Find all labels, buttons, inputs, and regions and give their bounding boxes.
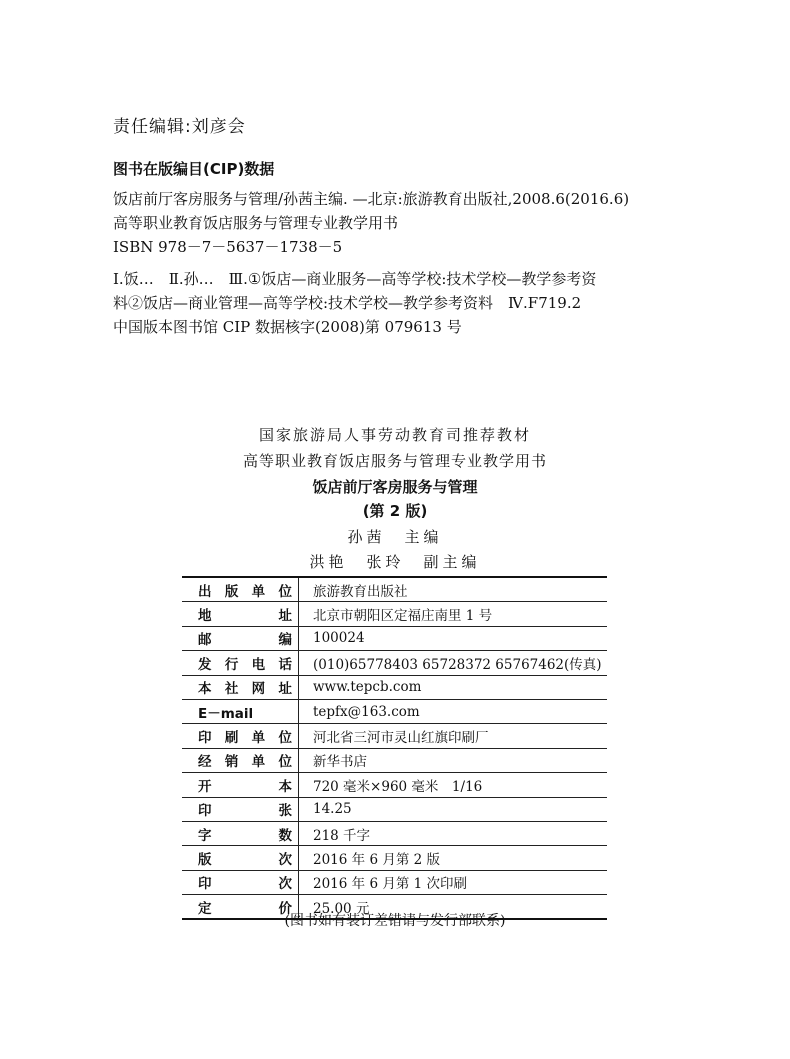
colophon-value: 218 千字 [299, 821, 608, 845]
colophon-body [182, 577, 607, 919]
colophon-value: 25.00 元 [299, 895, 608, 920]
colophon-table [182, 576, 607, 920]
colophon-row [182, 626, 607, 650]
colophon-row [182, 821, 607, 845]
colophon-label: 发行电话 [182, 651, 299, 675]
responsible-editor: 责任编辑:刘彦会 [113, 117, 246, 137]
colophon-row [182, 773, 607, 797]
colophon-value: (010)65778403 65728372 65767462(传真) [299, 651, 608, 675]
colophon-row [182, 602, 607, 626]
colophon-value: 新华书店 [299, 748, 608, 772]
deputy-editors: 洪艳 张玲 副主编 [309, 553, 481, 571]
colophon-label: 字数 [182, 821, 299, 845]
colophon-label: E－mail [182, 699, 299, 723]
colophon-row [182, 846, 607, 870]
colophon-label: 印张 [182, 797, 299, 821]
colophon-value: 100024 [299, 626, 608, 650]
cip-block [113, 157, 733, 339]
cip-line-isbn: ISBN 978－7－5637－1738－5 [113, 238, 343, 256]
cip-number: 中国版本图书馆 CIP 数据核字(2008)第 079613 号 [113, 318, 462, 336]
cip-title: 图书在版编目(CIP)数据 [113, 160, 275, 178]
footer-note: (图书如有装订差错请与发行部联系) [284, 913, 506, 929]
colophon-label: 本社网址 [182, 675, 299, 699]
colophon-label: 开本 [182, 773, 299, 797]
cip-line-series: 高等职业教育饭店服务与管理专业教学用书 [113, 214, 399, 232]
colophon-label: 印刷单位 [182, 724, 299, 748]
colophon-row [182, 797, 607, 821]
colophon-row [182, 724, 607, 748]
colophon-label: 定价 [182, 895, 299, 920]
colophon-row [182, 748, 607, 772]
colophon-row [182, 651, 607, 675]
colophon-value: 14.25 [299, 797, 608, 821]
colophon-value: tepfx@163.com [299, 699, 608, 723]
cip-classification-line-1: Ⅰ.饭… Ⅱ.孙… Ⅲ.①饭店—商业服务—高等学校:技术学校—教学参考资 [113, 270, 597, 288]
colophon-row [182, 870, 607, 894]
colophon-label: 地址 [182, 602, 299, 626]
cip-gap [113, 259, 733, 267]
colophon-value: 2016 年 6 月第 2 版 [299, 846, 608, 870]
colophon-value: 旅游教育出版社 [299, 577, 608, 602]
colophon-row [182, 675, 607, 699]
colophon-label: 经销单位 [182, 748, 299, 772]
book-title: 饭店前厅客房服务与管理 [312, 478, 478, 496]
edition-label: (第 2 版) [362, 502, 428, 520]
cip-classification-line-2: 料②饭店—商业管理—高等学校:技术学校—教学参考资料 Ⅳ.F719.2 [113, 294, 582, 312]
colophon-value: 北京市朝阳区定福庄南里 1 号 [299, 602, 608, 626]
colophon-row [182, 699, 607, 723]
colophon-label: 印次 [182, 870, 299, 894]
colophon-label: 版次 [182, 846, 299, 870]
colophon-value: 河北省三河市灵山红旗印刷厂 [299, 724, 608, 748]
colophon-value: 720 毫米×960 毫米 1/16 [299, 773, 608, 797]
colophon-row [182, 577, 607, 602]
colophon-label: 邮编 [182, 626, 299, 650]
chief-editor: 孙茜 主编 [347, 528, 443, 546]
colophon-label: 出版单位 [182, 577, 299, 602]
cip-line-title: 饭店前厅客房服务与管理/孙茜主编. —北京:旅游教育出版社,2008.6(2016.6) [113, 190, 630, 208]
recommendation-line: 国家旅游局人事劳动教育司推荐教材 [258, 426, 531, 444]
colophon-value: www.tepcb.com [299, 675, 608, 699]
series-line: 高等职业教育饭店服务与管理专业教学用书 [242, 452, 547, 470]
colophon-value: 2016 年 6 月第 1 次印刷 [299, 870, 608, 894]
